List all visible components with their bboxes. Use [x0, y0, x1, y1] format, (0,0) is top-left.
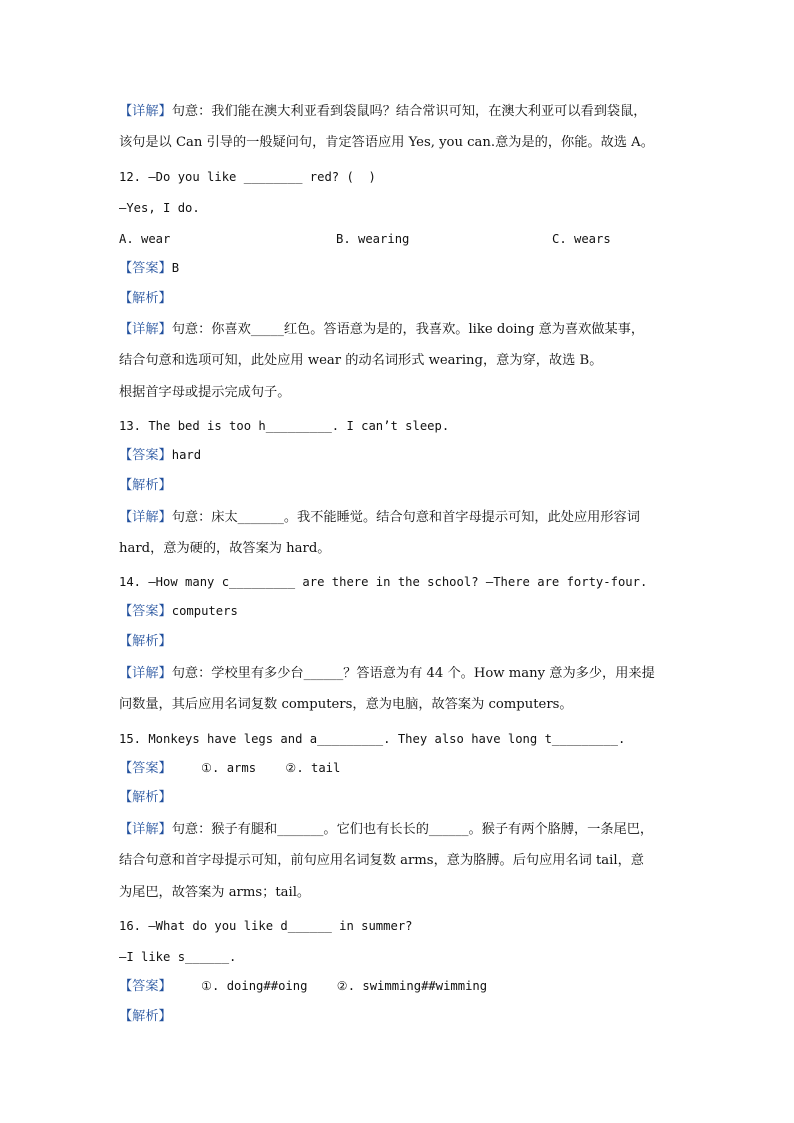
- q12-detail-text-1: 句意：你喜欢_____红色。答语意为是的，我喜欢。like doing 意为喜欢做某事，: [171, 322, 645, 337]
- q15-detail-line-1: [119, 821, 653, 839]
- q11-detail-text-1: 句意：我们能在澳大利亚看到袋鼠吗？结合常识可知，在澳大利亚可以看到袋鼠，: [171, 104, 647, 119]
- q11-detail-line-1: [119, 103, 647, 121]
- detail-tag: 【详解】: [119, 666, 172, 681]
- q14-detail-line-2: 问数量，其后应用名词复数 computers，意为电脑，故答案为 computers。: [119, 697, 573, 712]
- analysis-tag: 【解析】: [119, 634, 172, 649]
- q16-question: 16. —What do you like d______ in summer?: [119, 919, 413, 933]
- detail-tag: 【详解】: [119, 510, 172, 525]
- q12-reply: —Yes, I do.: [119, 201, 200, 215]
- q12-option-b: B. wearing: [336, 232, 410, 246]
- q15-detail-line-2: 结合句意和首字母提示可知，前句应用名词复数 arms，意为胳膊。后句应用名词 tail，意: [119, 853, 644, 868]
- section-instruction: 根据首字母或提示完成句子。: [119, 385, 291, 400]
- q14-detail-text-1: 句意：学校里有多少台______？答语意为有 44 个。How many 意为多少，用来提: [171, 666, 655, 681]
- q15-question: 15. Monkeys have legs and a_________. They also have long t_________.: [119, 732, 626, 746]
- q13-answer-line: [119, 446, 201, 465]
- detail-tag: 【详解】: [119, 822, 172, 837]
- q12-question: 12. —Do you like ________ red? ( ): [119, 170, 376, 184]
- q12-answer-line: [119, 259, 179, 278]
- q14-answer-line: [119, 602, 238, 621]
- q16-analysis-line: [119, 1008, 172, 1026]
- q13-detail-line-1: [119, 509, 640, 527]
- q13-answer: hard: [171, 448, 202, 462]
- q14-answer: computers: [171, 604, 238, 618]
- q13-detail-text-1: 句意：床太_______。我不能睡觉。结合句意和首字母提示可知，此处应用形容词: [171, 510, 640, 525]
- q15-analysis-line: [119, 789, 172, 807]
- analysis-tag: 【解析】: [119, 1009, 172, 1024]
- q14-detail-line-1: [119, 665, 655, 683]
- q13-analysis-line: [119, 477, 172, 495]
- q13-detail-line-2: hard，意为硬的，故答案为 hard。: [119, 541, 331, 556]
- detail-tag: 【详解】: [119, 104, 172, 119]
- answer-tag: 【答案】: [119, 761, 172, 776]
- q14-analysis-line: [119, 633, 172, 651]
- q11-detail-line-2: 该句是以 Can 引导的一般疑问句，肯定答语应用 Yes, you can.意为是的，你能。故选 A。: [119, 135, 654, 150]
- analysis-tag: 【解析】: [119, 478, 172, 493]
- answer-tag: 【答案】: [119, 448, 172, 463]
- q15-answer: ①. arms ②. tail: [171, 761, 341, 775]
- q12-answer: B: [171, 261, 180, 275]
- q15-detail-line-3: 为尾巴，故答案为 arms；tail。: [119, 885, 311, 900]
- q15-answer-line: [119, 759, 340, 778]
- q12-detail-line-1: [119, 321, 644, 339]
- analysis-tag: 【解析】: [119, 291, 172, 306]
- q12-options: [119, 230, 719, 320]
- q12-option-a: A. wear: [119, 232, 171, 246]
- q14-question: 14. —How many c_________ are there in the school? —There are forty-four.: [119, 575, 648, 589]
- q12-detail-line-2: 结合句意和选项可知，此处应用 wear 的动名词形式 wearing，意为穿，故选 B。: [119, 353, 603, 368]
- analysis-tag: 【解析】: [119, 790, 172, 805]
- answer-tag: 【答案】: [119, 261, 172, 276]
- q15-detail-text-1: 句意：猴子有腿和_______。它们也有长长的______。猴子有两个胳膊，一条尾巴，: [171, 822, 654, 837]
- detail-tag: 【详解】: [119, 322, 172, 337]
- q12-analysis-line: [119, 290, 172, 308]
- q12-option-c: C. wears: [552, 232, 611, 246]
- q16-reply: —I like s______.: [119, 950, 237, 964]
- answer-tag: 【答案】: [119, 979, 172, 994]
- q13-question: 13. The bed is too h_________. I can’t sleep.: [119, 419, 450, 433]
- answer-tag: 【答案】: [119, 604, 172, 619]
- q16-answer-line: [119, 977, 487, 996]
- q16-answer: ①. doing##oing ②. swimming##wimming: [171, 979, 488, 993]
